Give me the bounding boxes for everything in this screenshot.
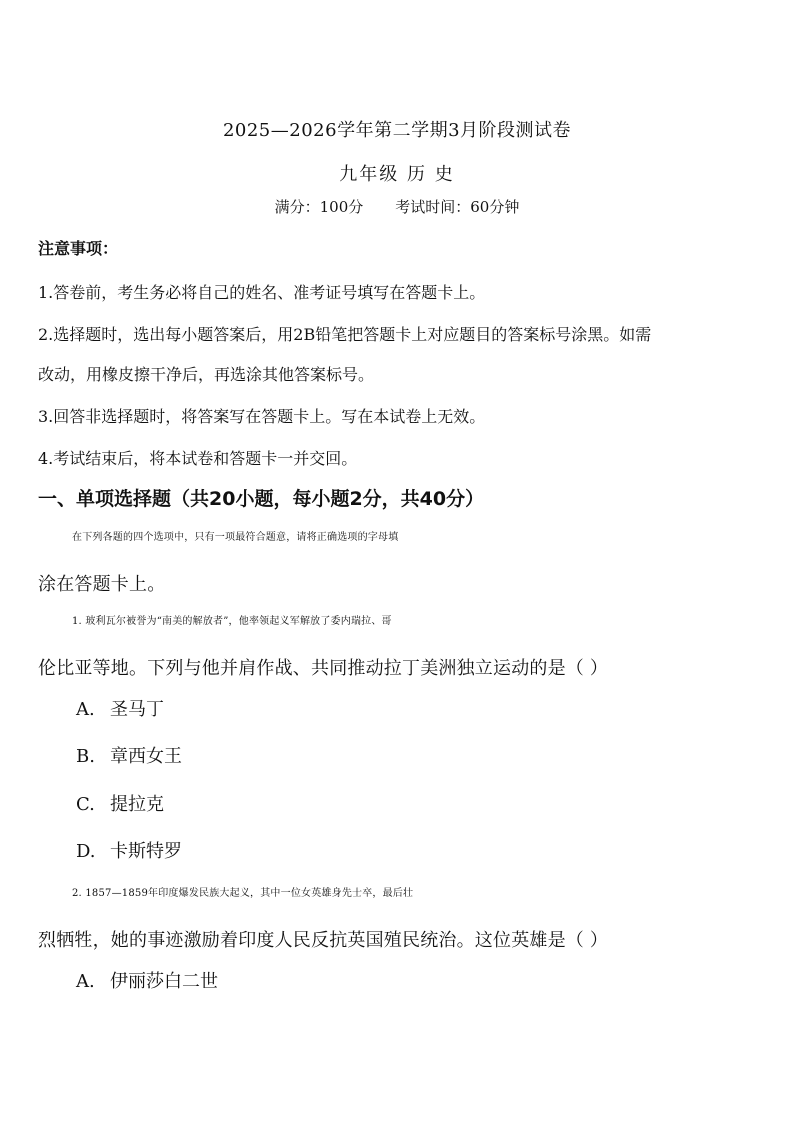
notice-item-1: 1.答卷前，考生务必将自己的姓名、准考证号填写在答题卡上。 <box>38 283 486 302</box>
question-1-line-1: 1. 玻利瓦尔被誉为“南美的解放者”，他率领起义军解放了委内瑞拉、哥 <box>72 616 392 627</box>
question-2-line-2: 烈牺牲，她的事迹激励着印度人民反抗英国殖民统治。这位英雄是（ ） <box>38 930 609 951</box>
option-text: 卡斯特罗 <box>110 841 182 862</box>
exam-title: 2025—2026学年第二学期3月阶段测试卷 <box>222 120 572 141</box>
option-letter: A. <box>76 699 95 720</box>
question-1-option-b <box>76 742 182 768</box>
option-letter: B. <box>76 746 95 767</box>
exam-duration: 考试时间：60分钟 <box>395 198 520 216</box>
option-letter: D. <box>76 841 96 862</box>
section-heading: 一、单项选择题（共20小题，每小题2分，共40分） <box>38 488 485 510</box>
section-instructions-line-2: 涂在答题卡上。 <box>38 574 166 595</box>
option-text: 伊丽莎白二世 <box>110 971 218 992</box>
full-score: 满分：100分 <box>274 198 364 216</box>
question-1-line-2: 伦比亚等地。下列与他并肩作战、共同推动拉丁美洲独立运动的是（ ） <box>38 658 609 679</box>
notice-item-4: 4.考试结束后，将本试卷和答题卡一并交回。 <box>38 449 358 468</box>
notice-item-2-continued: 改动，用橡皮擦干净后，再选涂其他答案标号。 <box>38 365 375 384</box>
option-text: 章西女王 <box>110 746 182 767</box>
notice-item-2: 2.选择题时，选出每小题答案后，用2B铅笔把答题卡上对应题目的答案标号涂黑。如需 <box>38 325 652 344</box>
exam-meta <box>0 196 794 217</box>
option-letter: C. <box>76 794 95 815</box>
question-1-option-d <box>76 837 182 863</box>
notice-heading: 注意事项： <box>38 239 119 258</box>
question-2-option-a <box>76 967 218 993</box>
option-letter: A. <box>76 971 95 992</box>
question-1-option-a <box>76 695 164 721</box>
question-2-line-1: 2. 1857—1859年印度爆发民族大起义，其中一位女英雄身先士卒，最后壮 <box>72 888 414 899</box>
option-text: 提拉克 <box>110 794 164 815</box>
question-1-option-c <box>76 790 164 816</box>
option-text: 圣马丁 <box>110 699 164 720</box>
section-instructions-line-1: 在下列各题的四个选项中，只有一项最符合题意，请将正确选项的字母填 <box>72 532 399 543</box>
notice-item-3: 3.回答非选择题时，将答案写在答题卡上。写在本试卷上无效。 <box>38 407 486 426</box>
exam-subtitle: 九年级 历 史 <box>339 164 455 185</box>
